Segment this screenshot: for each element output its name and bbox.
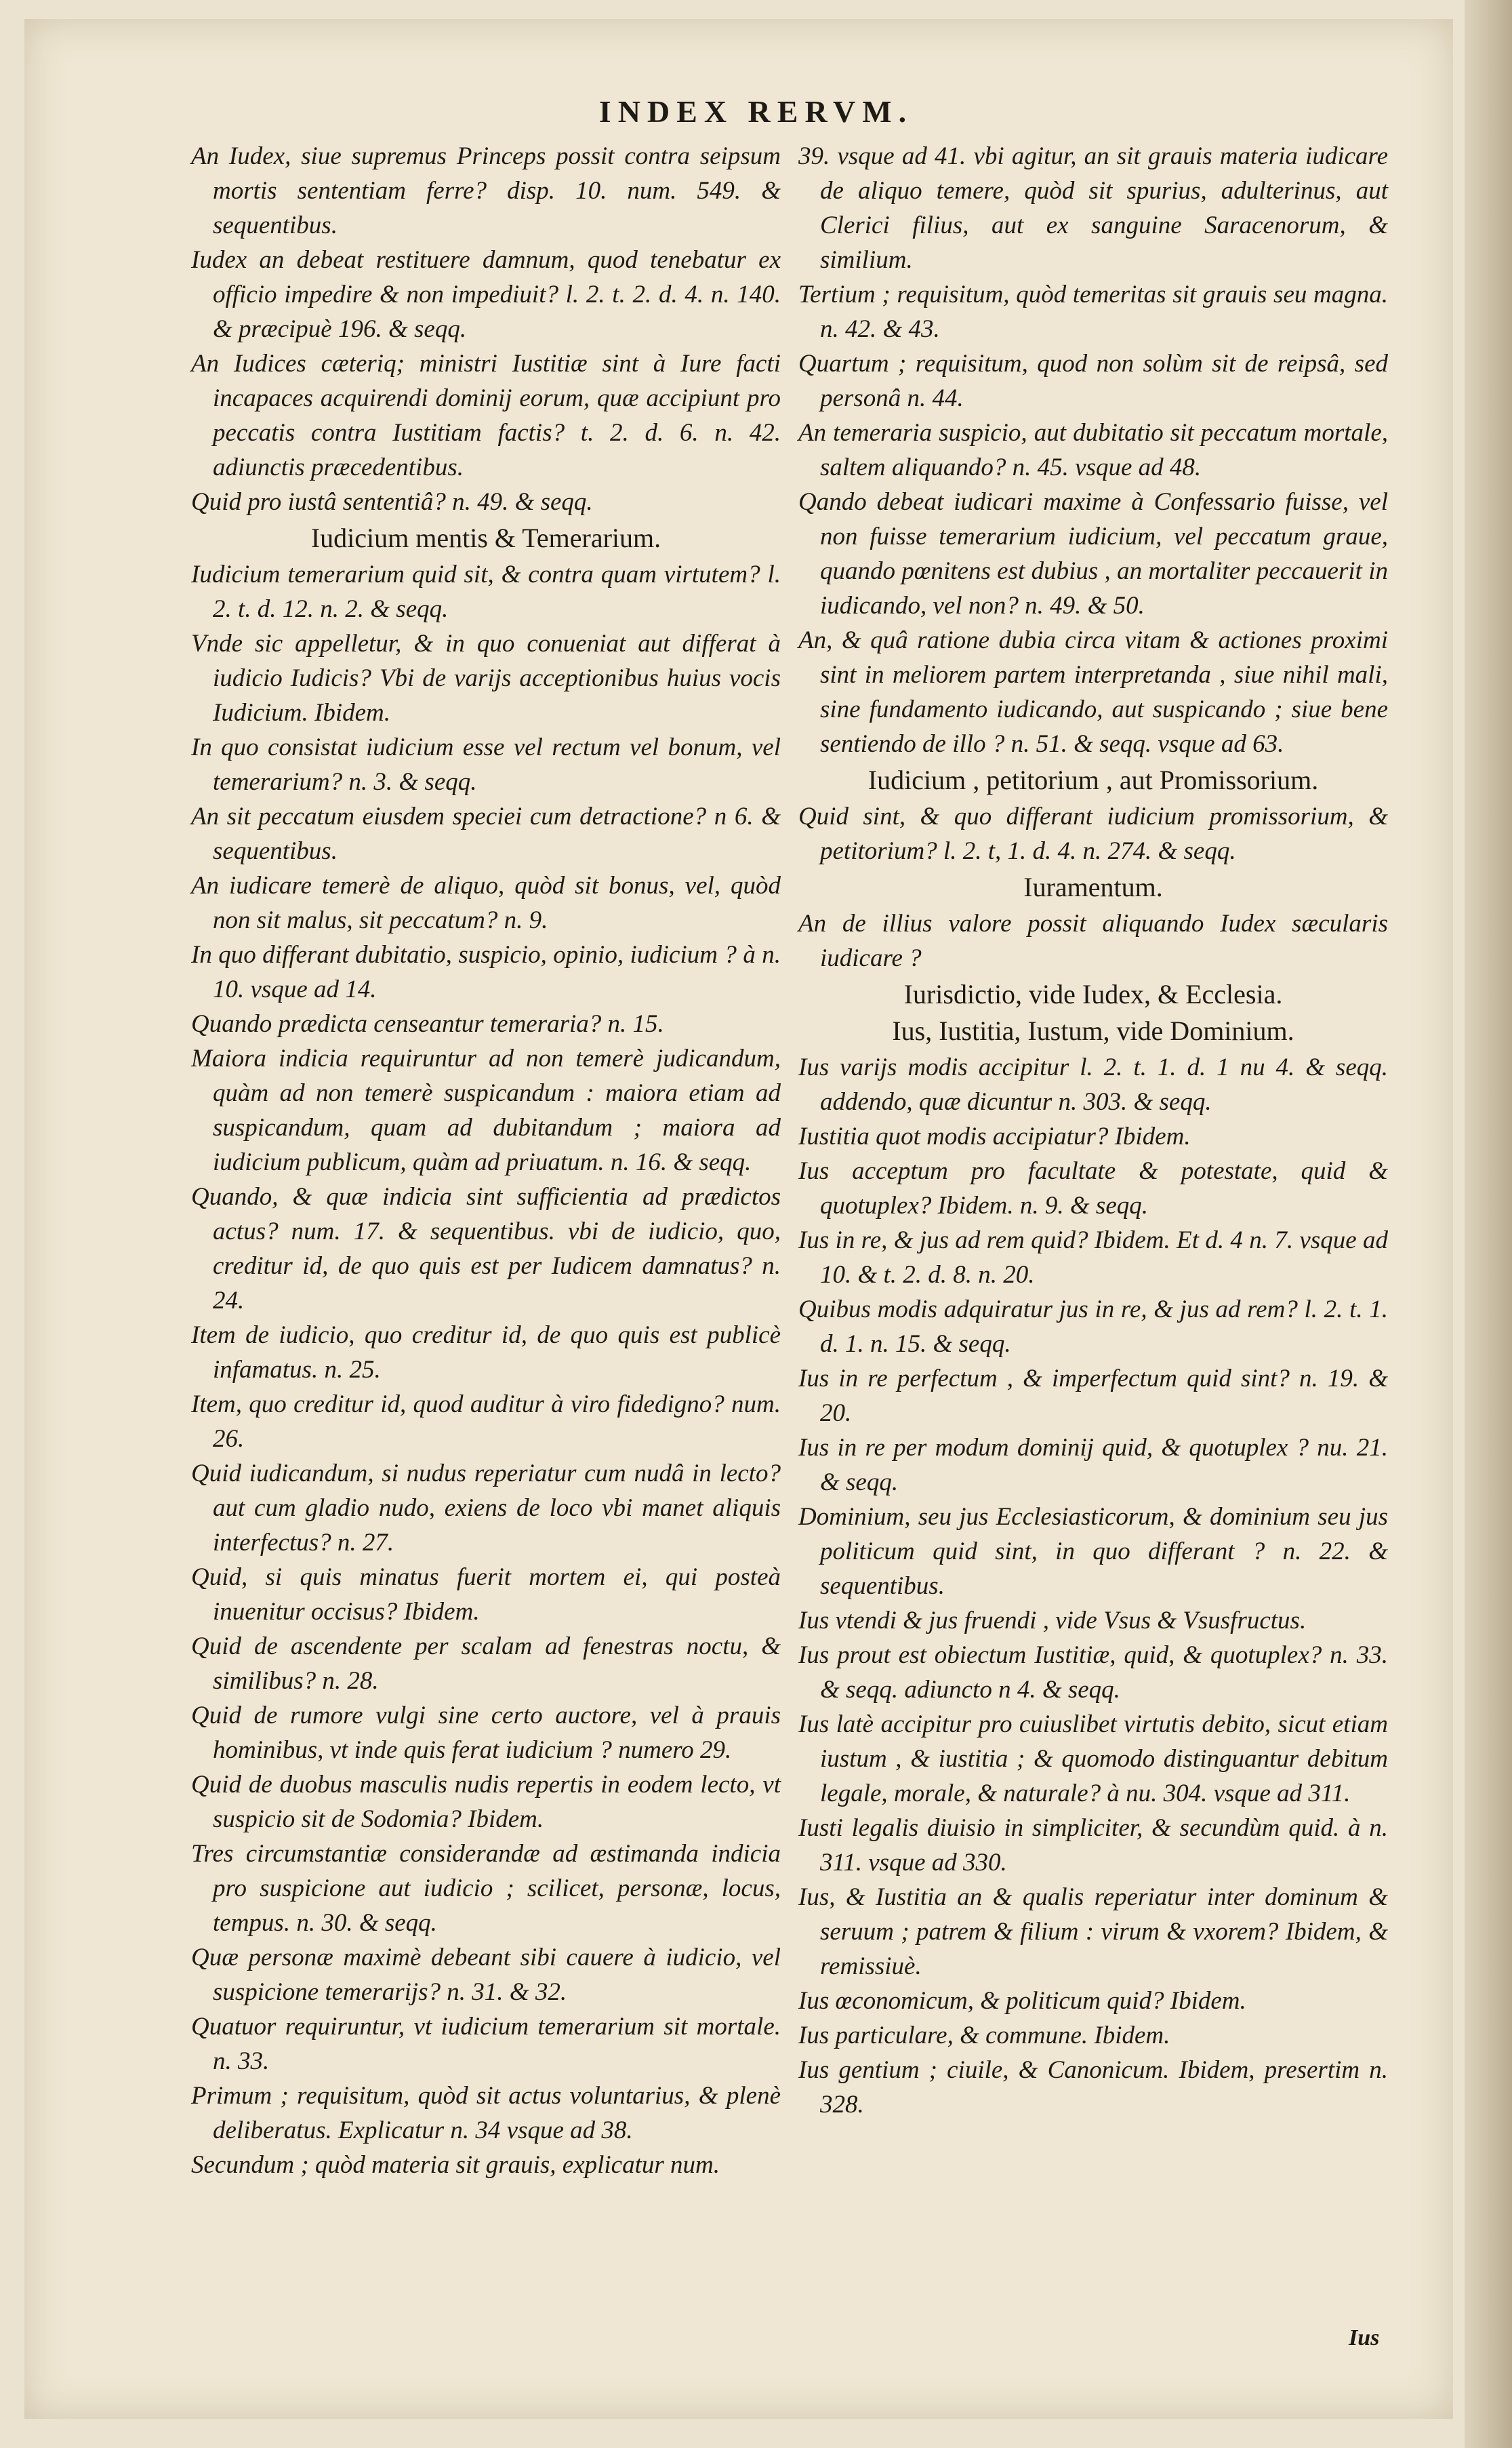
index-entry: Ius particulare, & commune. Ibidem. — [798, 2022, 1170, 2049]
index-entry: An iudicare temerè de aliquo, quòd sit bonus, vel, quòd non sit malus, sit peccatum? n. 9. — [191, 872, 781, 934]
index-entry: Ius acceptum pro facultate & potestate, quid & quotuplex? Ibidem. n. 9. & seqq. — [798, 1157, 1388, 1220]
index-entry: Iustitia quot modis accipiatur? Ibidem. — [798, 1123, 1191, 1150]
index-entry: Secundum ; quòd materia sit grauis, explicatur num. — [191, 2151, 720, 2179]
index-entry: Quid de rumore vulgi sine certo auctore, vel à prauis hominibus, vt inde quis ferat iudicium ? numero 29. — [191, 1702, 781, 1764]
left-column — [191, 139, 781, 2182]
right-column — [798, 139, 1388, 2122]
index-entry: Ius varijs modis accipitur l. 2. t. 1. d. 1 nu 4. & seqq. addendo, quæ dicuntur n. 303. & seqq. — [798, 1054, 1388, 1116]
index-entry: An, & quâ ratione dubia circa vitam & actiones proximi sint in meliorem partem interpretanda , siue nihil mali, sine fundamento iudicando, aut suspicando ; siue bene sentiendo de illo ? n. 51. & seqq. vsque ad 63. — [798, 626, 1388, 758]
index-entry: Iudicium temerarium quid sit, & contra quam virtutem? l. 2. t. d. 12. n. 2. & seqq. — [191, 561, 781, 623]
index-entry: Ius in re, & jus ad rem quid? Ibidem. Et d. 4 n. 7. vsque ad 10. & t. 2. d. 8. n. 20. — [798, 1226, 1388, 1289]
index-entry: Quando, & quæ indicia sint sufficientia ad prædictos actus? num. 17. & sequentibus. vbi de iudicio, quo, creditur id, de quo quis est per Iudicem damnatus? n. 24. — [191, 1183, 781, 1315]
index-entry: Quid pro iustâ sententiâ? n. 49. & seqq. — [191, 488, 593, 516]
index-entry: Tres circumstantiæ considerandæ ad æstimanda indicia pro suspicione aut iudicio ; scilicet, personæ, locus, tempus. n. 30. & seqq. — [191, 1840, 781, 1937]
index-entry: Iusti legalis diuisio in simpliciter, & secundùm quid. à n. 311. vsque ad 330. — [798, 1814, 1388, 1877]
index-entry: Dominium, seu jus Ecclesiasticorum, & dominium seu jus politicum quid sint, in quo differant ? n. 22. & sequentibus. — [798, 1503, 1388, 1600]
index-entry: Ius, & Iustitia an & qualis reperiatur inter dominum & seruum ; patrem & filium : virum & vxorem? Ibidem, & remissiuè. — [798, 1883, 1388, 1980]
index-entry: An temeraria suspicio, aut dubitatio sit peccatum mortale, saltem aliquando? n. 45. vsque ad 48. — [798, 419, 1388, 481]
index-entry: Ius latè accipitur pro cuiuslibet virtutis debito, sicut etiam iustum , & iustitia ; & quomodo distinguantur debitum legale, morale, & naturale? à nu. 304. vsque ad 311. — [798, 1710, 1388, 1807]
page-edge — [1465, 0, 1512, 2448]
index-entry: Ius prout est obiectum Iustitiæ, quid, & quotuplex? n. 33. & seqq. adiuncto n 4. & seqq. — [798, 1641, 1388, 1704]
index-entry: Item de iudicio, quo creditur id, de quo quis est publicè infamatus. n. 25. — [191, 1321, 781, 1384]
index-heading: Iuramentum. — [1023, 872, 1163, 902]
index-entry: An Iudices cæteriq; ministri Iustitiæ sint à Iure facti incapaces acquirendi dominij eorum, quæ accipiunt pro peccatis contra Iustitiam factis? t. 2. d. 6. n. 42. adiunctis præcedentibus. — [191, 350, 781, 481]
index-entry: Quid, si quis minatus fuerit mortem ei, qui posteà inuenitur occisus? Ibidem. — [191, 1563, 781, 1626]
index-heading: Ius, Iustitia, Iustum, vide Dominium. — [892, 1016, 1294, 1046]
index-entry: An de illius valore possit aliquando Iudex sæcularis iudicare ? — [798, 910, 1388, 972]
index-heading: Iurisdictio, vide Iudex, & Ecclesia. — [903, 979, 1283, 1009]
index-entry: Vnde sic appelletur, & in quo conueniat aut differat à iudicio Iudicis? Vbi de varijs acceptionibus huius vocis Iudicium. Ibidem. — [191, 630, 781, 727]
index-entry: Quatuor requiruntur, vt iudicium temerarium sit mortale. n. 33. — [191, 2013, 781, 2075]
index-entry: Ius in re perfectum , & imperfectum quid sint? n. 19. & 20. — [798, 1365, 1388, 1427]
index-heading: Iudicium , petitorium , aut Promissorium. — [867, 765, 1319, 795]
index-entry: Ius gentium ; ciuile, & Canonicum. Ibidem, presertim n. 328. — [798, 2056, 1388, 2119]
index-entry: Tertium ; requisitum, quòd temeritas sit grauis seu magna. n. 42. & 43. — [798, 281, 1388, 343]
index-heading: Iudicium mentis & Temerarium. — [310, 523, 661, 553]
index-entry: Iudex an debeat restituere damnum, quod tenebatur ex officio impedire & non impediuit? l. 2. t. 2. d. 4. n. 140. & præcipuè 196. & seqq. — [191, 246, 781, 343]
index-entry: Quibus modis adquiratur jus in re, & jus ad rem? l. 2. t. 1. d. 1. n. 15. & seqq. — [798, 1296, 1388, 1358]
catchword: Ius — [1349, 2325, 1380, 2350]
index-entry: An sit peccatum eiusdem speciei cum detractione? n 6. & sequentibus. — [191, 803, 781, 865]
index-entry: Quartum ; requisitum, quod non solùm sit de reipsâ, sed personâ n. 44. — [798, 350, 1388, 412]
index-entry: Quid de ascendente per scalam ad fenestras noctu, & similibus? n. 28. — [191, 1632, 781, 1695]
index-entry: Ius in re per modum dominij quid, & quotuplex ? nu. 21. & seqq. — [798, 1434, 1388, 1496]
index-entry: Maiora indicia requiruntur ad non temerè judicandum, quàm ad non temerè suspicandum : maiora etiam ad suspicandum, quam ad dubitandum ; maiora ad iudicium publicum, quàm ad priuatum. n. 16. & seqq. — [191, 1045, 781, 1176]
index-entry: Quæ personæ maximè debeant sibi cauere à iudicio, vel suspicione temerarijs? n. 31. & 32. — [191, 1944, 781, 2006]
index-entry: In quo consistat iudicium esse vel rectum vel bonum, vel temerarium? n. 3. & seqq. — [191, 734, 781, 796]
index-entry: Qando debeat iudicari maxime à Confessario fuisse, vel non fuisse temerarium iudicium, vel peccatum graue, quando pœnitens est dubius , an mortaliter peccauerit in iudicando, vel non? n. 49. & 50. — [798, 488, 1388, 620]
index-entry: Quando prædicta censeantur temeraria? n. 15. — [191, 1010, 664, 1038]
index-entry: Ius vtendi & jus fruendi , vide Vsus & Vsusfructus. — [798, 1607, 1307, 1634]
index-entry: 39. vsque ad 41. vbi agitur, an sit grauis materia iudicare de aliquo temere, quòd sit spurius, adulterinus, aut Clerici filius, aut ex sanguine Saracenorum, & similium. — [798, 142, 1388, 274]
index-entry: Quid de duobus masculis nudis repertis in eodem lecto, vt suspicio sit de Sodomia? Ibidem. — [191, 1771, 781, 1833]
page-header: INDEX RERVM. — [598, 94, 914, 129]
index-entry: In quo differant dubitatio, suspicio, opinio, iudicium ? à n. 10. vsque ad 14. — [191, 941, 781, 1003]
index-entry: Quid iudicandum, si nudus reperiatur cum nudâ in lecto? aut cum gladio nudo, exiens de loco vbi manet aliquis interfectus? n. 27. — [191, 1460, 781, 1557]
index-entry: Item, quo creditur id, quod auditur à viro fidedigno? num. 26. — [191, 1390, 781, 1453]
index-entry: Ius œconomicum, & politicum quid? Ibidem. — [798, 1987, 1246, 2015]
index-entry: An Iudex, siue supremus Princeps possit contra seipsum mortis sententiam ferre? disp. 10. num. 549. & sequentibus. — [191, 142, 781, 239]
index-entry: Primum ; requisitum, quòd sit actus voluntarius, & plenè deliberatus. Explicatur n. 34 vsque ad 38. — [191, 2082, 781, 2144]
index-entry: Quid sint, & quo differant iudicium promissorium, & petitorium? l. 2. t, 1. d. 4. n. 274. & seqq. — [798, 803, 1388, 865]
